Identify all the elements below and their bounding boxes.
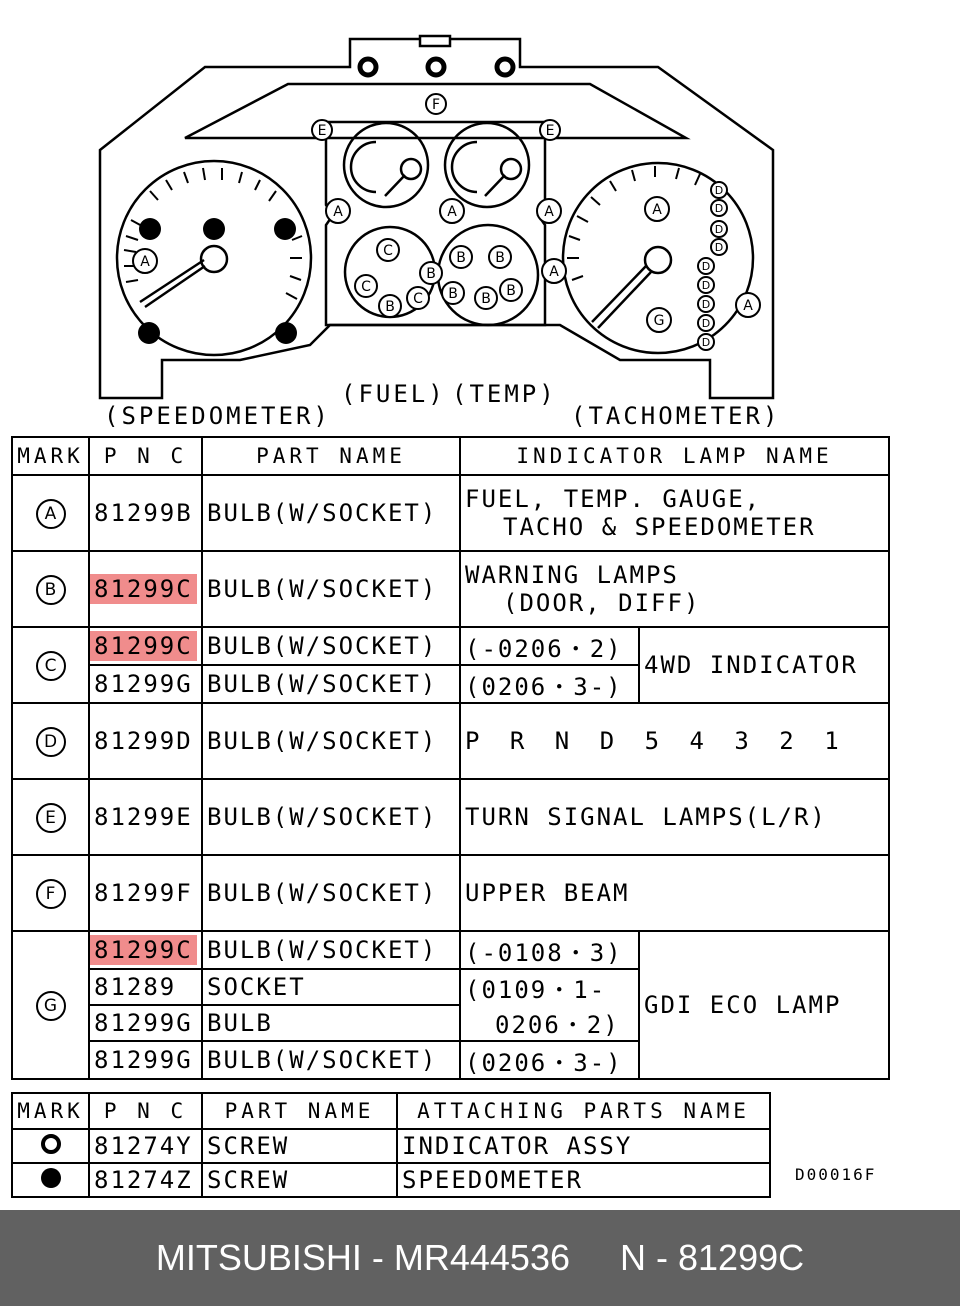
table-header-row [12,1093,770,1129]
open-circle-icon [41,1134,61,1154]
warning-lamp-area [438,225,538,325]
fuel-label: (FUEL) [341,380,446,408]
svg-text:B: B [385,299,395,315]
svg-text:E: E [545,123,555,139]
indicator-cell: P R N D 5 4 3 2 1 [460,703,889,779]
pnc-cell: 81274Y [89,1129,202,1163]
header-indicator-lamp-name: INDICATOR LAMP NAME [460,437,889,475]
mark-a-icon: A [36,499,66,529]
screw-hole-solid [139,218,161,240]
part-name-cell: SCREW [202,1163,397,1197]
part-name-cell: BULB(W/SOCKET) [202,627,460,665]
header-pnc: P N C [89,437,202,475]
svg-text:B: B [481,291,491,307]
part-name-cell: BULB(W/SOCKET) [202,703,460,779]
date-code-cell: (0206・3-) [460,665,639,703]
attaching-name-cell: INDICATOR ASSY [397,1129,770,1163]
svg-text:E: E [317,123,327,139]
speedometer-label: (SPEEDOMETER) [104,402,331,430]
temp-label: (TEMP) [452,380,557,408]
footer-bar [0,1210,960,1306]
tachometer-needle [598,272,651,328]
svg-text:D: D [701,260,711,273]
filled-circle-icon [41,1168,61,1188]
table-row [12,627,889,665]
header-attaching-parts-name: ATTACHING PARTS NAME [397,1093,770,1129]
header-pnc: P N C [89,1093,202,1129]
speedometer-hub [201,246,227,272]
svg-text:B: B [495,250,505,266]
tachometer-label: (TACHOMETER) [571,402,781,430]
pnc-cell: 81274Z [89,1163,202,1197]
svg-text:A: A [544,204,554,220]
table-row [12,475,889,551]
pnc-cell: 81299B [89,475,202,551]
svg-text:D: D [701,317,711,330]
mark-e-icon: E [36,803,66,833]
mark-d-icon: D [36,727,66,757]
header-mark: MARK [12,1093,89,1129]
part-name-cell: SCREW [202,1129,397,1163]
pnc-cell-highlighted: 81299C [89,931,202,969]
pnc-cell: 81299D [89,703,202,779]
mark-c-icon: C [36,651,66,681]
header-mark: MARK [12,437,89,475]
part-name-cell: BULB(W/SOCKET) [202,779,460,855]
table-row [12,1163,770,1197]
attaching-parts-table [11,1092,771,1198]
date-code-cell: (-0108・3) [460,931,639,969]
pnc-cell: 81299F [89,855,202,931]
pnc-cell: 81289 [89,969,202,1005]
part-name-cell: BULB(W/SOCKET) [202,931,460,969]
indicator-cell: UPPER BEAM [460,855,889,931]
mark-f-icon: F [36,879,66,909]
part-name-cell: BULB(W/SOCKET) [202,855,460,931]
indicator-cell: GDI ECO LAMP [639,931,889,1079]
header-part-name: PART NAME [202,437,460,475]
instrument-cluster-diagram [0,0,960,435]
mark-b-icon: B [36,575,66,605]
svg-text:G: G [653,313,665,329]
svg-text:B: B [456,250,466,266]
svg-text:A: A [333,204,343,220]
svg-text:D: D [714,184,724,197]
svg-text:A: A [743,298,753,314]
svg-text:B: B [448,286,458,302]
mark-g-icon: G [36,991,66,1021]
speedometer-needle [145,266,205,307]
table-row [12,931,889,969]
part-name-cell: BULB(W/SOCKET) [202,551,460,627]
svg-text:D: D [701,279,711,292]
cluster-housing-outline [100,39,773,398]
svg-text:F: F [431,97,441,113]
part-name-cell: BULB(W/SOCKET) [202,1041,460,1079]
footer-part-number: MITSUBISHI - MR444536 N - 81299C [155,1237,805,1278]
bulb-parts-table [11,436,890,1080]
svg-text:C: C [383,243,393,259]
date-code-cell: (-0206・2) [460,627,639,665]
indicator-cell: 4WD INDICATOR [639,627,889,703]
svg-text:A: A [447,204,457,220]
document-code: D00016F [795,1165,877,1184]
date-code-cell: (0206・3-) [460,1041,639,1079]
table-row [12,855,889,931]
part-name-cell: BULB(W/SOCKET) [202,475,460,551]
pnc-cell: 81299G [89,1005,202,1041]
svg-text:B: B [506,283,516,299]
svg-text:B: B [426,266,436,282]
header-part-name: PART NAME [202,1093,397,1129]
part-name-cell: BULB [202,1005,460,1041]
pnc-cell-highlighted: 81299C [89,551,202,627]
svg-text:A: A [652,202,662,218]
pnc-cell: 81299E [89,779,202,855]
table-row [12,551,889,627]
indicator-cell: TURN SIGNAL LAMPS(L/R) [460,779,889,855]
svg-text:D: D [714,241,724,254]
pnc-cell-highlighted: 81299C [89,627,202,665]
svg-text:C: C [361,279,371,295]
table-row [12,1129,770,1163]
attaching-name-cell: SPEEDOMETER [397,1163,770,1197]
table-row [12,703,889,779]
screw-hole-open [360,59,376,75]
indicator-cell: WARNING LAMPS (DOOR, DIFF) [460,551,889,627]
svg-text:D: D [714,223,724,236]
table-header-row [12,437,889,475]
svg-text:A: A [549,264,559,280]
svg-text:A: A [140,254,150,270]
svg-text:D: D [714,202,724,215]
table-row [12,779,889,855]
indicator-cell: FUEL, TEMP. GAUGE, TACHO & SPEEDOMETER [460,475,889,551]
svg-text:C: C [413,291,423,307]
part-name-cell: BULB(W/SOCKET) [202,665,460,703]
pnc-cell: 81299G [89,1041,202,1079]
svg-text:D: D [701,336,711,349]
tachometer-hub [645,247,671,273]
date-code-cell: (0109・1- 0206・2) [460,969,639,1041]
part-name-cell: SOCKET [202,969,460,1005]
bulb-position-markers [133,94,760,350]
pnc-cell: 81299G [89,665,202,703]
svg-text:D: D [701,298,711,311]
